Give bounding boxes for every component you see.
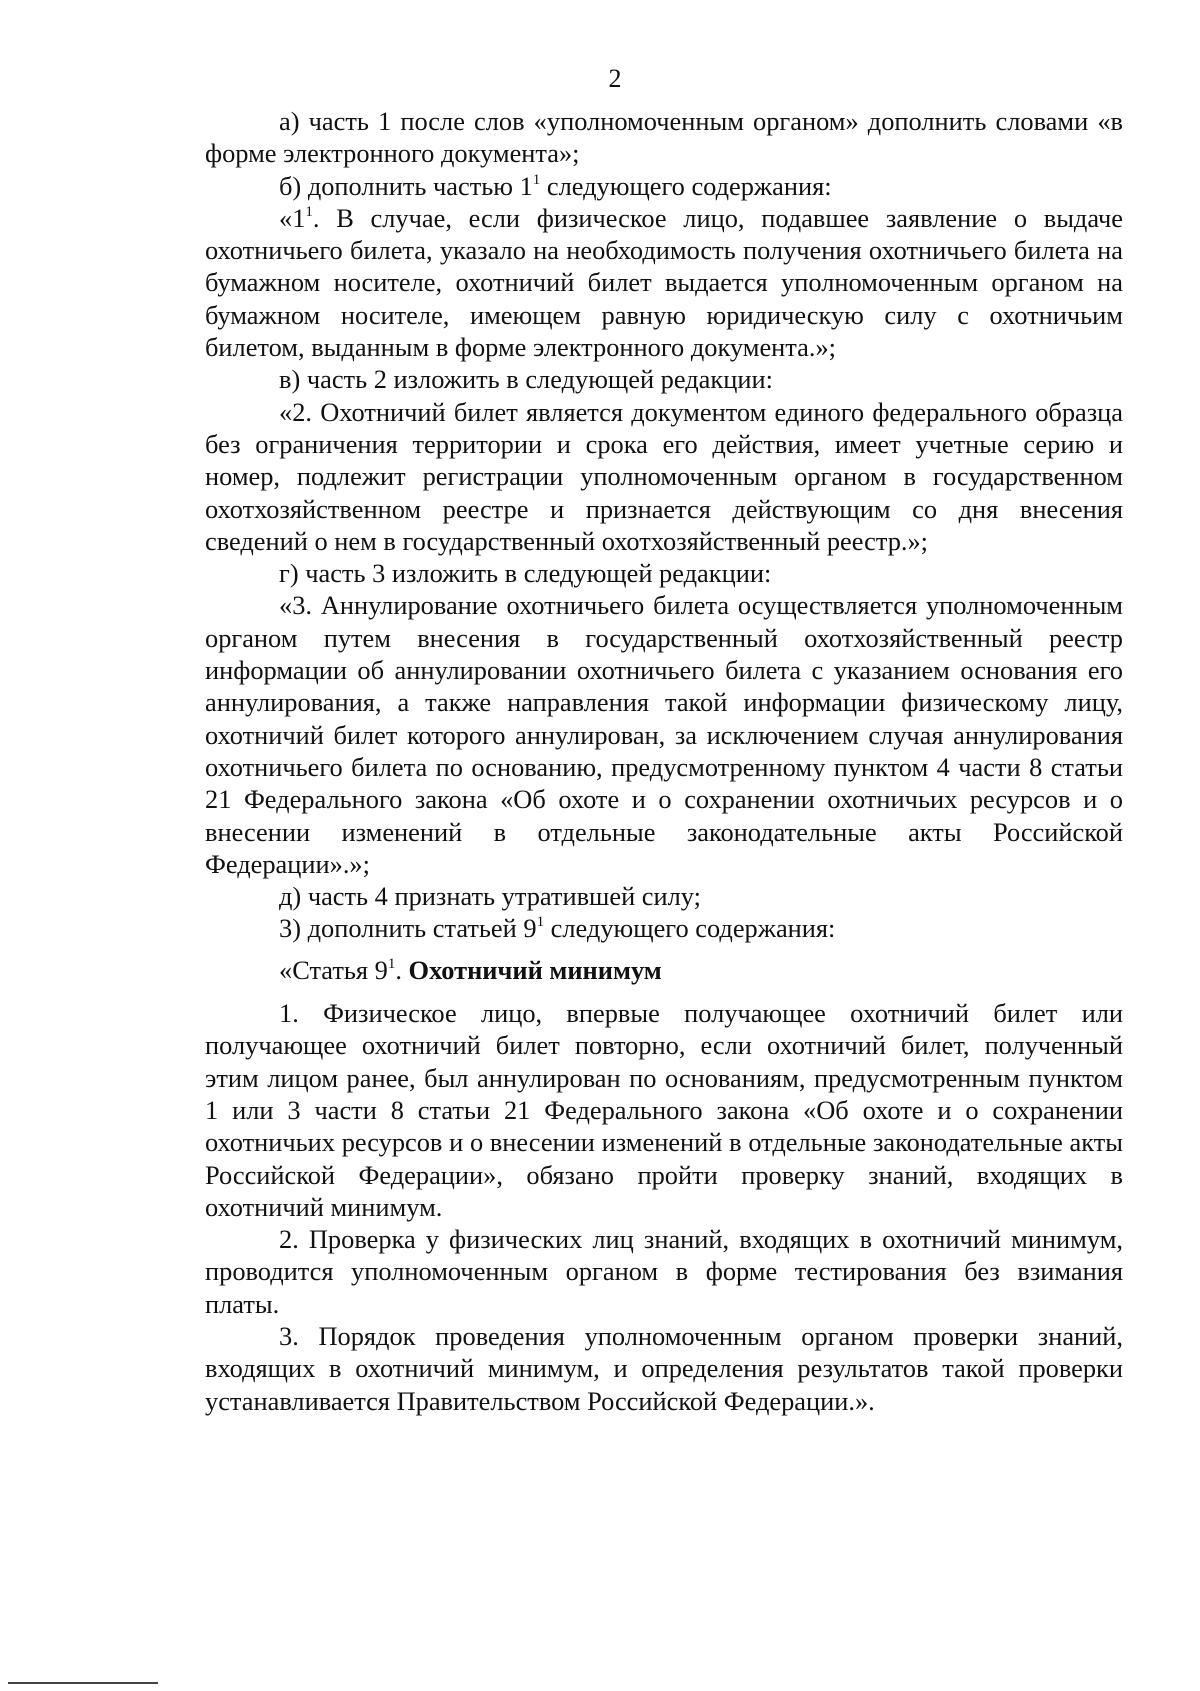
- document-body: [205, 105, 1123, 1417]
- article-heading: «Статья $9^1$. Охотничий минимум: [279, 954, 662, 985]
- paragraph-3: 3) дополнить статьей $9^1$ следующего содержания:: [279, 913, 836, 944]
- paragraph-part-1-1: «$1^1$. В случае, если физическое лицо, подавшее заявление о выдаче охотничьего билета, указало на необходимость получения охотничьего билета на бумажном носителе, охотничий билет выдается уполномоченным органом на бумажном носителе, имеющем равную юридическую силу с охотничьим билетом, выданным в форме электронного документа.»;: [205, 202, 1123, 363]
- paragraph-d: д) часть 4 признать утратившей силу;: [279, 881, 701, 912]
- article-title: Охотничий минимум: [408, 954, 662, 985]
- paragraph-b: б) дополнить частью $1^1$ следующего содержания:: [279, 170, 832, 201]
- paragraph-a: а) часть 1 после слов «уполномоченным органом» дополнить словами «в форме электронного документа»;: [205, 106, 1123, 169]
- paragraph-part-3: «3. Аннулирование охотничьего билета осуществляется уполномоченным органом путем внесения в государственный охотхозяйственный реестр информации об аннулировании охотничьего билета с указанием основания его аннулирования, а также направления такой информации физическому лицу, охотничий билет которого аннулирован, за исключением случая аннулирования охотничьего билета по основанию, предусмотренному пунктом 4 части 8 статьи 21 Федерального закона «Об охоте и о сохранении охотничьих ресурсов и о внесении изменений в отдельные законодательные акты Российской Федерации».»;: [205, 590, 1123, 879]
- article-paragraph-1: 1. Физическое лицо, впервые получающее охотничий билет или получающее охотничий билет повторно, если охотничий билет, полученный этим лицом ранее, был аннулирован по основаниям, предусмотренным пунктом 1 или 3 части 8 статьи 21 Федерального закона «Об охоте и о сохранении охотничьих ресурсов и о внесении изменений в отдельные законодательные акты Российской Федерации», обязано пройти проверку знаний, входящих в охотничий минимум.: [205, 998, 1123, 1222]
- page-number: 2: [608, 64, 622, 93]
- paragraph-g: г) часть 3 изложить в следующей редакции:: [279, 558, 772, 589]
- footer-rule: [8, 1682, 158, 1684]
- paragraph-part-2: «2. Охотничий билет является документом единого федерального образца без ограничения территории и срока его действия, имеет учетные серию и номер, подлежит регистрации уполномоченным органом в государственном охотхозяйственном реестре и признается действующим со дня внесения сведений о нем в государственный охотхозяйственный реестр.»;: [205, 396, 1123, 556]
- paragraph-v: в) часть 2 изложить в следующей редакции:: [279, 364, 773, 395]
- article-paragraph-3: 3. Порядок проведения уполномоченным органом проверки знаний, входящих в охотничий минимум, и определения результатов такой проверки устанавливается Правительством Российской Федерации.».: [205, 1320, 1123, 1416]
- article-paragraph-2: 2. Проверка у физических лиц знаний, входящих в охотничий минимум, проводится уполномоченным органом в форме тестирования без взимания платы.: [205, 1224, 1123, 1319]
